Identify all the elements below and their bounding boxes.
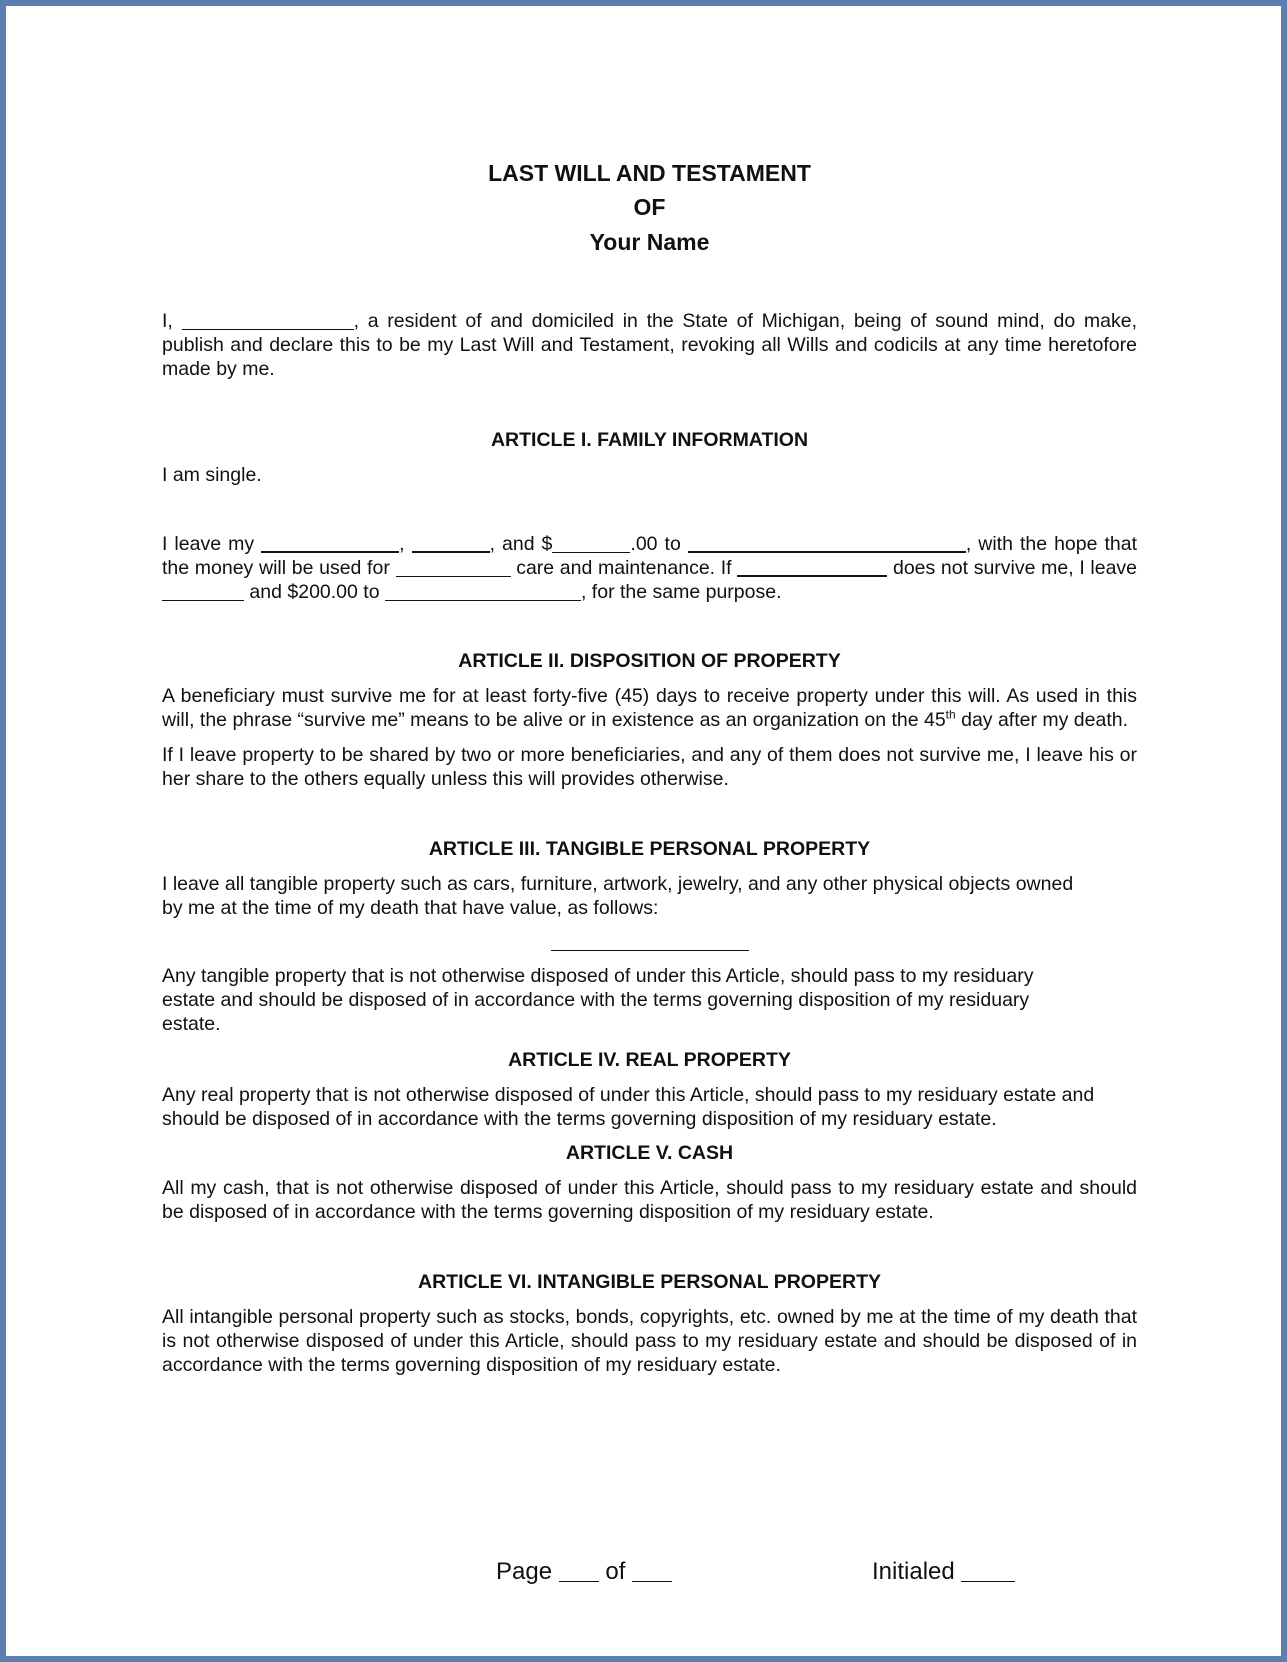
intro-text: , a resident of and domiciled in the State of Michigan, being of sound mind, do make, publish and declare this to be my Last Will and Testament, revoking all Wills and codicils at any time heretofore made by me. bbox=[162, 310, 1138, 380]
bequest-text-8: and $200.00 to bbox=[249, 581, 380, 603]
article-2-paragraph-1 bbox=[162, 684, 1137, 732]
article-5-heading: ARTICLE V. CASH bbox=[565, 1142, 734, 1164]
title-line-1: LAST WILL AND TESTAMENT bbox=[488, 160, 811, 186]
bequest-text-7: does not survive me, I leave bbox=[892, 557, 1138, 579]
testator-name-blank[interactable] bbox=[182, 311, 354, 330]
intro-prefix: I, bbox=[162, 310, 173, 332]
ordinal-suffix: th bbox=[945, 707, 956, 722]
care-of-blank[interactable] bbox=[396, 558, 511, 577]
alternate-recipient-blank[interactable] bbox=[385, 582, 581, 601]
bequest-text-1: I leave my bbox=[162, 533, 255, 555]
bequest-text-4: .00 to bbox=[630, 533, 681, 555]
bequest-recipient-blank[interactable] bbox=[688, 533, 966, 553]
page-label: Page bbox=[496, 1558, 553, 1585]
tangible-items-blank-row bbox=[162, 930, 1137, 954]
intro-paragraph bbox=[162, 309, 1137, 381]
title-line-3: Your Name bbox=[589, 229, 710, 255]
article-3-paragraph-1: I leave all tangible property such as cars, furniture, artwork, jewelry, and any other physical objects owned by me at the time of my death that have value, as follows: bbox=[162, 873, 1074, 919]
survivor-blank[interactable] bbox=[737, 557, 887, 577]
bequest-amount-blank[interactable] bbox=[552, 534, 630, 553]
article-3-paragraph-2: Any tangible property that is not otherwise disposed of under this Article, should pass to my residuary estate and should be disposed of in accordance with the terms governing disposition of my residuary estate. bbox=[162, 965, 1034, 1035]
article-5-paragraph: All my cash, that is not otherwise disposed of under this Article, should pass to my residuary estate and should be disposed of in accordance with the terms governing disposition of my residuary estate. bbox=[162, 1177, 1137, 1223]
document-title bbox=[162, 156, 1137, 260]
page-total-blank[interactable] bbox=[632, 1563, 672, 1582]
single-status: I am single. bbox=[162, 464, 262, 486]
bequest-text-2: , bbox=[399, 533, 405, 555]
of-label: of bbox=[605, 1558, 626, 1585]
document-page bbox=[162, 156, 1137, 1377]
bequest-text-9: , for the same purpose. bbox=[580, 581, 782, 603]
page-number-blank[interactable] bbox=[559, 1563, 599, 1582]
title-line-2: OF bbox=[633, 194, 666, 220]
article-2-paragraph-2: If I leave property to be shared by two or more beneficiaries, and any of them does not survive me, I leave his or her share to the others equally unless this will provides otherwise. bbox=[162, 744, 1137, 790]
initialed-footer bbox=[872, 1558, 1015, 1586]
article-3-heading: ARTICLE III. TANGIBLE PERSONAL PROPERTY bbox=[428, 838, 871, 860]
bequest-text-6: care and maintenance. If bbox=[516, 557, 732, 579]
article-1-heading: ARTICLE I. FAMILY INFORMATION bbox=[490, 429, 809, 451]
bequest-text-3: , and $ bbox=[489, 533, 553, 555]
article-6-heading: ARTICLE VI. INTANGIBLE PERSONAL PROPERTY bbox=[418, 1271, 881, 1293]
article-4-paragraph: Any real property that is not otherwise disposed of under this Article, should pass to my residuary estate and should be disposed of in accordance with the terms governing disposition of my residuary estate. bbox=[162, 1084, 1095, 1130]
article-2-p1-tail: day after my death. bbox=[955, 709, 1129, 731]
article-6-paragraph: All intangible personal property such as stocks, bonds, copyrights, etc. owned by me at the time of my death that is not otherwise disposed of under this Article, should pass to my residuary estate and should be disposed of in accordance with the terms governing disposition of my residuary estate. bbox=[162, 1306, 1137, 1376]
page-number-footer bbox=[496, 1558, 672, 1586]
bequest-text-5: , with the hope that the money will be used for bbox=[162, 533, 1138, 579]
initials-blank[interactable] bbox=[961, 1563, 1015, 1582]
tangible-items-blank[interactable] bbox=[551, 932, 749, 951]
bequest-item-blank-2[interactable] bbox=[412, 533, 490, 553]
article-2-heading: ARTICLE II. DISPOSITION OF PROPERTY bbox=[458, 650, 841, 672]
article-4-heading: ARTICLE IV. REAL PROPERTY bbox=[508, 1049, 791, 1071]
initialed-label: Initialed bbox=[872, 1558, 955, 1585]
article-2-p1-text: A beneficiary must survive me for at least forty-five (45) days to receive property under this will. As used in this will, the phrase “survive me” means to be alive or in existence as an organization on the 45 bbox=[162, 685, 1137, 731]
bequest-paragraph bbox=[162, 532, 1137, 604]
bequest-item-blank-1[interactable] bbox=[261, 533, 399, 553]
alternate-item-blank[interactable] bbox=[162, 582, 244, 601]
